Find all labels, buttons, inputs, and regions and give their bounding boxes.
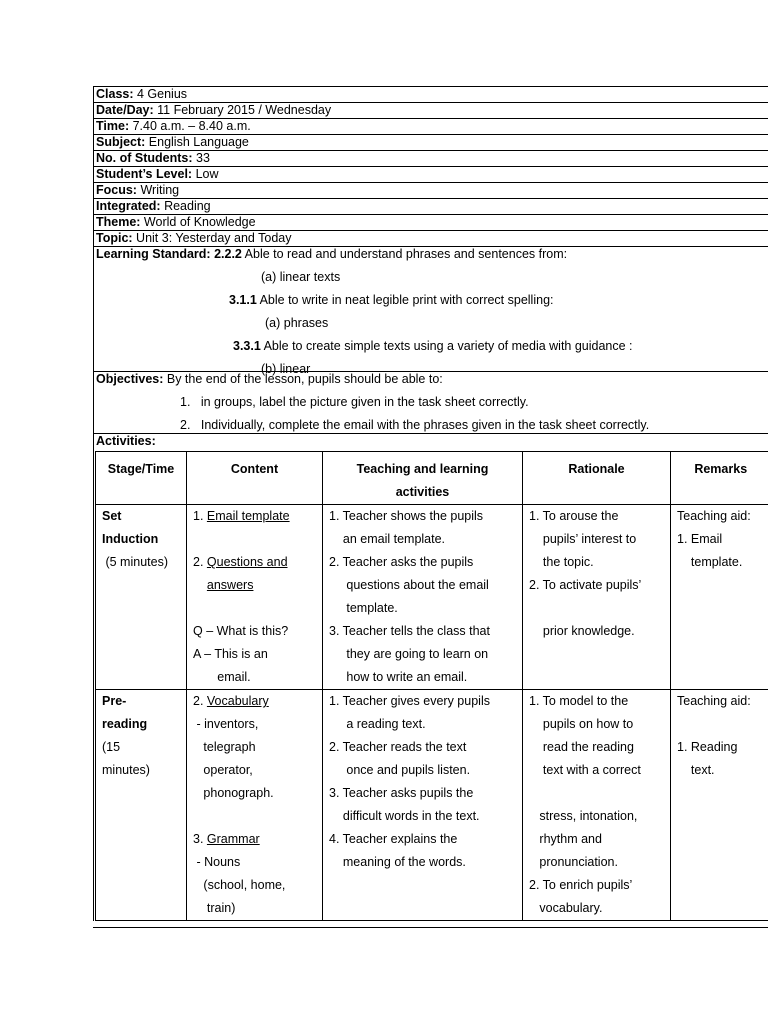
cell-text-line: reading [102, 717, 148, 731]
learning-standard-sub-2: (a) phrases [265, 316, 329, 330]
cell-text-line: prior knowledge. [529, 624, 635, 638]
cell-text-line: telegraph [193, 740, 256, 754]
cell-text-line: difficult words in the text. [329, 809, 480, 823]
stage-time-cell [95, 690, 187, 921]
info-row [93, 86, 768, 102]
info-label: Theme: [96, 215, 141, 229]
remarks-cell [671, 505, 768, 690]
cell-text-line: email. [193, 670, 251, 684]
teaching-learning-cell [323, 690, 523, 921]
cell-text-line [193, 805, 316, 828]
learning-standard-sub-3: (b) linear [261, 362, 311, 376]
activity-row [95, 505, 768, 690]
cell-text-line: text with a correct [529, 763, 641, 777]
learning-standard-sub-1: (a) linear texts [261, 270, 341, 284]
cell-text-line [193, 597, 316, 620]
cell-text-line: answers [206, 578, 254, 592]
info-row [93, 118, 768, 134]
info-row [93, 150, 768, 166]
header-content: Content [187, 452, 323, 505]
cell-text-line: (5 minutes) [102, 555, 168, 569]
cell-text-line: minutes) [102, 763, 150, 777]
info-value: Unit 3: Yesterday and Today [132, 231, 292, 245]
info-value: World of Knowledge [140, 215, 256, 229]
cell-text-line: 2. Vocabulary [193, 694, 269, 708]
cell-text-line [529, 597, 664, 620]
cell-text-line: once and pupils listen. [329, 763, 471, 777]
cell-text-line: train) [193, 901, 236, 915]
cell-text-line: 2. Teacher reads the text [329, 740, 467, 754]
cell-text-line: Set [102, 509, 122, 523]
info-row [93, 214, 768, 230]
learning-standard-code-2: 3.1.1 [229, 293, 257, 307]
learning-standard-text-2: Able to write in neat legible print with correct spelling: [256, 293, 554, 307]
activity-row [95, 690, 768, 921]
cell-text-line: text. [677, 763, 715, 777]
info-label: Integrated: [96, 199, 161, 213]
cell-text-line: 1. Teacher shows the pupils [329, 509, 484, 523]
cell-text-line: 1. Reading [677, 740, 738, 754]
info-label: Date/Day: [96, 103, 154, 117]
cell-text-line: 1. To arouse the [529, 509, 619, 523]
cell-text-line: the topic. [529, 555, 594, 569]
info-label: Subject: [96, 135, 146, 149]
info-row [93, 134, 768, 150]
info-label: Topic: [96, 231, 133, 245]
cell-text-line: template. [677, 555, 743, 569]
cell-text-line: template. [329, 601, 398, 615]
cell-text-line: Q – What is this? [193, 624, 289, 638]
cell-text-line: 1. To model to the [529, 694, 629, 708]
info-value: Reading [160, 199, 211, 213]
info-value: 33 [192, 151, 210, 165]
header-stage-time: Stage/Time [95, 452, 187, 505]
content-cell [187, 505, 323, 690]
activities-table [93, 451, 768, 921]
cell-text-line: operator, [193, 763, 253, 777]
info-label: Class: [96, 87, 134, 101]
cell-text-line: 1. Email [677, 532, 723, 546]
learning-standard-section [93, 246, 768, 376]
info-row [93, 198, 768, 214]
info-value: Writing [136, 183, 180, 197]
info-row [93, 182, 768, 198]
info-row [93, 166, 768, 182]
header-teaching-learning: Teaching and learning activities [323, 452, 523, 505]
cell-text-line: rhythm and [529, 832, 602, 846]
cell-text-line: 1. Teacher gives every pupils [329, 694, 490, 708]
cell-text-line: 2. Teacher asks the pupils [329, 555, 474, 569]
cell-text-line: 3. Teacher tells the class that [329, 624, 490, 638]
info-row [93, 230, 768, 246]
cell-text-line: 4. Teacher explains the [329, 832, 458, 846]
info-value: 4 Genius [133, 87, 188, 101]
cell-text-line: Pre- [102, 694, 127, 708]
cell-text-line: Teaching aid: [677, 694, 751, 708]
cell-text-line: 3. Teacher asks pupils the [329, 786, 474, 800]
header-rationale: Rationale [523, 452, 671, 505]
teaching-learning-cell [323, 505, 523, 690]
info-label: No. of Students: [96, 151, 193, 165]
learning-standard-label: Learning Standard: [96, 247, 211, 261]
table-bottom-border [93, 927, 768, 928]
header-remarks: Remarks [671, 452, 768, 505]
activities-header-row [95, 452, 768, 505]
objectives-section [93, 371, 768, 433]
cell-text-line: pupils on how to [529, 717, 634, 731]
cell-text-line: questions about the email [329, 578, 489, 592]
cell-text-line: an email template. [329, 532, 446, 546]
remarks-cell [671, 690, 768, 921]
lesson-plan-document [93, 86, 768, 921]
info-label: Student’s Level: [96, 167, 193, 181]
objective-item: 2. Individually, complete the email with the phrases given in the task sheet correctly. [180, 418, 650, 432]
objective-item: 1. in groups, label the picture given in the task sheet correctly. [180, 395, 529, 409]
activities-label: Activities: [93, 433, 768, 451]
stage-time-cell [95, 505, 187, 690]
cell-text-line: 2. To enrich pupils’ [529, 878, 633, 892]
info-value: 7.40 a.m. – 8.40 a.m. [129, 119, 251, 133]
cell-text-line: pupils’ interest to [529, 532, 637, 546]
cell-text-line: - inventors, [193, 717, 259, 731]
info-label: Focus: [96, 183, 137, 197]
learning-standard-text-1: Able to read and understand phrases and sentences from: [241, 247, 568, 261]
cell-text-line: (15 [102, 740, 121, 754]
cell-text-line [193, 528, 316, 551]
info-value: 11 February 2015 / Wednesday [153, 103, 332, 117]
cell-text-line: meaning of the words. [329, 855, 466, 869]
info-row [93, 102, 768, 118]
cell-text-line: vocabulary. [529, 901, 603, 915]
learning-standard-code-1: 2.2.2 [210, 247, 242, 261]
cell-text-line: they are going to learn on [329, 647, 489, 661]
cell-text-line: 3. Grammar [193, 832, 260, 846]
cell-text-line: a reading text. [329, 717, 426, 731]
cell-text-line: A – This is an [193, 647, 268, 661]
cell-text-line: phonograph. [193, 786, 274, 800]
cell-text-line: stress, intonation, [529, 809, 638, 823]
info-value: English Language [145, 135, 249, 149]
cell-text-line: pronunciation. [529, 855, 618, 869]
cell-text-line: Induction [102, 532, 159, 546]
learning-standard-text-3: Able to create simple texts using a variety of media with guidance : [260, 339, 633, 353]
lesson-info-section [93, 86, 768, 246]
content-cell [187, 690, 323, 921]
cell-text-line: - Nouns [193, 855, 241, 869]
cell-text-line: Teaching aid: [677, 509, 751, 523]
cell-text-line: 2. To activate pupils’ [529, 578, 642, 592]
info-label: Time: [96, 119, 130, 133]
cell-text-line: 2. Questions and [193, 555, 288, 569]
cell-text-line: (school, home, [193, 878, 286, 892]
cell-text-line: read the reading [529, 740, 634, 754]
cell-text-line [677, 713, 765, 736]
rationale-cell [523, 505, 671, 690]
learning-standard-code-3: 3.3.1 [233, 339, 261, 353]
cell-text-line: how to write an email. [329, 670, 468, 684]
info-value: Low [192, 167, 219, 181]
objectives-intro: By the end of the lesson, pupils should be able to: [163, 372, 443, 386]
cell-text-line [529, 782, 664, 805]
objectives-label: Objectives: [96, 372, 164, 386]
cell-text-line: 1. Email template [193, 509, 290, 523]
rationale-cell [523, 690, 671, 921]
